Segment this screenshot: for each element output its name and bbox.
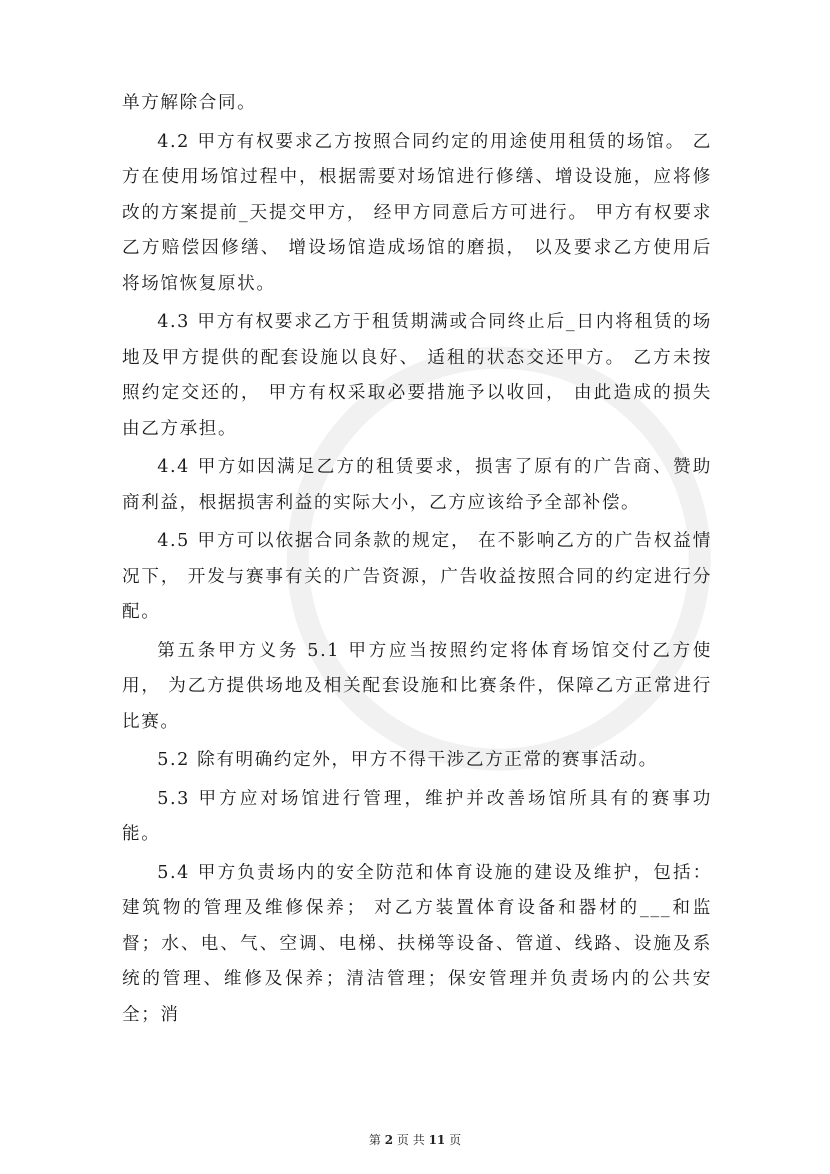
paragraph-4-2: 4.2 甲方有权要求乙方按照合同约定的用途使用租赁的场馆。 乙方在使用场馆过程中，根据需要对场馆进行修缮、增设设施，应将修改的方案提前_天提交甲方， 经甲方同意后方可进行。 甲方有权要求乙方赔偿因修缮、 增设场馆造成场馆的磨损， 以及要求乙方使用后将场馆恢复原状。 [122, 131, 712, 294]
paragraph-article-5-1: 第五条甲方义务 5.1 甲方应当按照约定将体育场馆交付乙方使用， 为乙方提供场地及相关配套设施和比赛条件，保障乙方正常进行比赛。 [122, 640, 712, 732]
footer-total-pages: 11 [428, 1133, 446, 1147]
paragraph-4-5: 4.5 甲方可以依据合同条款的规定， 在不影响乙方的广告权益情况下， 开发与赛事有关的广告资源，广告收益按照合同的约定进行分配。 [122, 531, 712, 622]
paragraph-5-3: 5.3 甲方应对场馆进行管理，维护并改善场馆所具有的赛事功能。 [122, 788, 712, 844]
footer-current-page: 2 [384, 1133, 394, 1147]
paragraph-4-3: 4.3 甲方有权要求乙方于租赁期满或合同终止后_日内将租赁的场地及甲方提供的配套设施以良好、 适租的状态交还甲方。 乙方未按照约定交还的， 甲方有权采取必要措施予以收回， 由此造成的损失由乙方承担。 [122, 312, 712, 439]
paragraph-5-2: 5.2 除有明确约定外，甲方不得干涉乙方正常的赛事活动。 [157, 750, 658, 770]
paragraph-4-4: 4.4 甲方如因满足乙方的租赁要求，损害了原有的广告商、赞助商利益，根据损害利益的实际大小，乙方应该给予全部补偿。 [122, 457, 712, 513]
paragraph-5-4: 5.4 甲方负责场内的安全防范和体育设施的建设及维护，包括：建筑物的管理及维修保养； 对乙方装置体育设备和器材的___和监督；水、电、气、空调、电梯、扶梯等设备、管道、线路、设施及系统的管理、维修及保养；清洁管理；保安管理并负责场内的公共安全；消 [122, 862, 712, 1025]
footer-suffix: 页 [449, 1133, 462, 1147]
page-footer [0, 1131, 830, 1148]
footer-middle: 页 共 [396, 1133, 425, 1147]
footer-prefix: 第 [368, 1133, 381, 1147]
document-body [122, 86, 712, 1033]
paragraph-continuation: 单方解除合同。 [122, 93, 257, 113]
